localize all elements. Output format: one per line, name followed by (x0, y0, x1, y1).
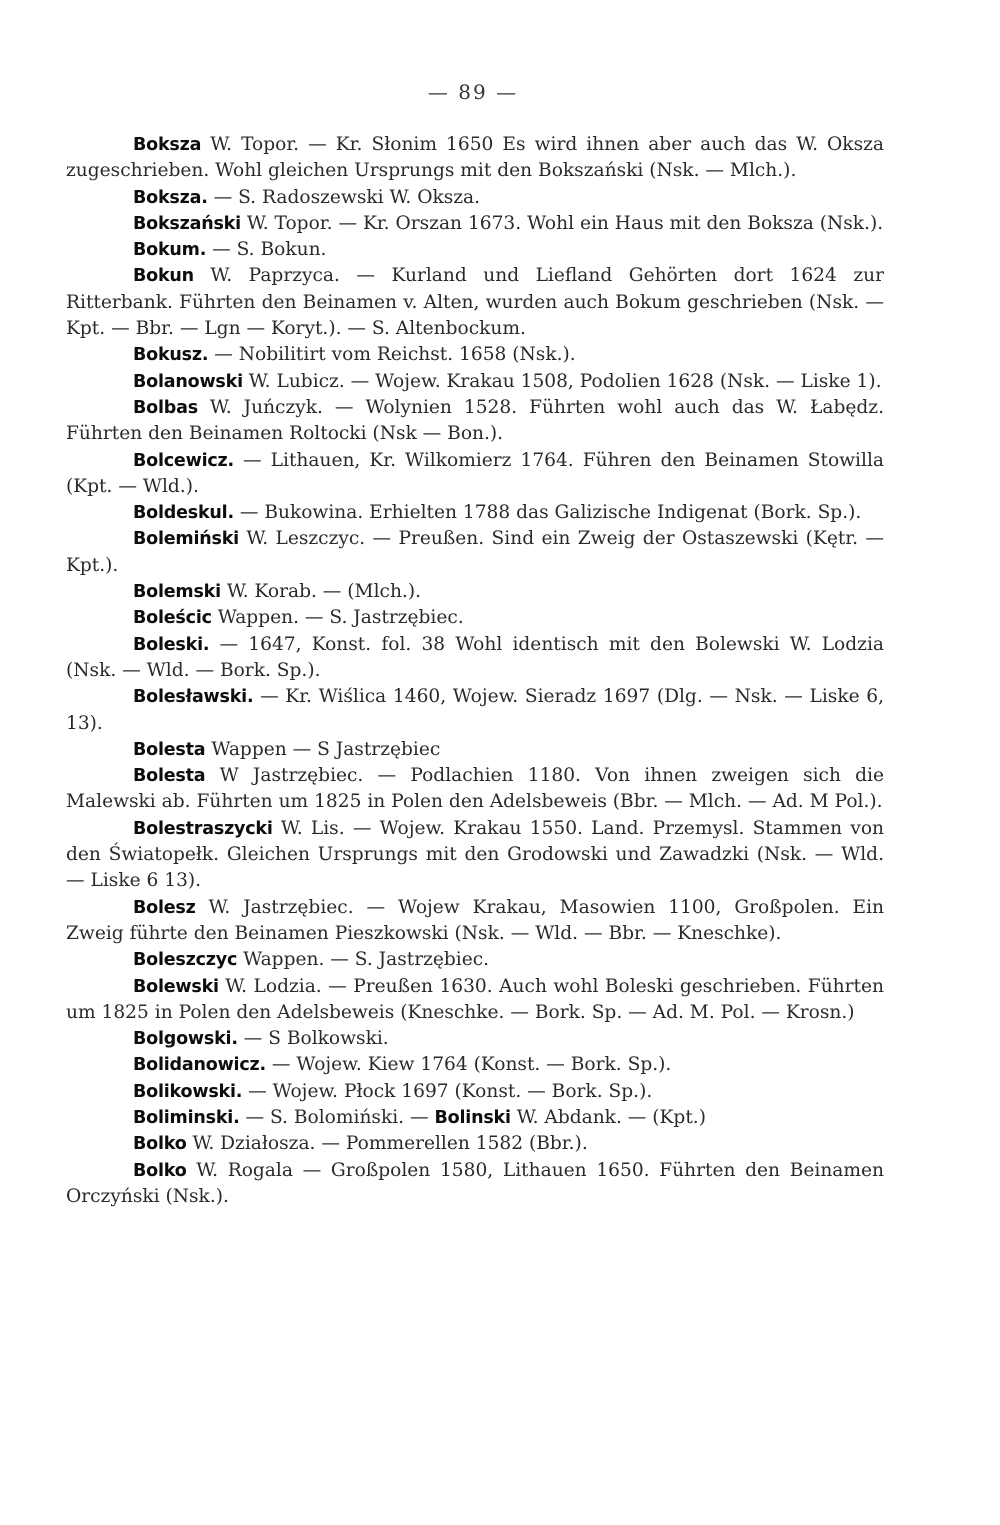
entry-headword: Bolcewicz. (133, 450, 234, 471)
entry-text: W. Lubicz. — Wojew. Krakau 1508, Podolien 1628 (Nsk. — Liske 1). (242, 370, 882, 392)
entry-headword: Bolesławski. (133, 687, 254, 708)
entry-text: — Wojew. Płock 1697 (Konst. — Bork. Sp.). (242, 1080, 653, 1102)
entry-text: Wappen. — S. Jastrzębiec. (237, 949, 490, 971)
entry-text: Wappen. — S. Jastrzębiec. (211, 607, 464, 629)
entry-headword: Bolbas (133, 397, 198, 418)
entry-headword: Bolemiński (133, 529, 239, 550)
entry-text: — Wojew. Kiew 1764 (Konst. — Bork. Sp.). (265, 1054, 672, 1076)
dictionary-entry (66, 1052, 884, 1078)
entry-headword: Bolesz (133, 897, 196, 918)
entry-headword: Boleszczyc (133, 950, 238, 971)
dictionary-entry (66, 369, 884, 395)
entry-text: W. Paprzyca. — Kurland und Liefland Gehörten dort 1624 zur Ritterbank. Führten den Beinamen v. Alten, wurden auch Bokum geschrieben (Nsk. — Kpt. — Bbr. — Lgn — Koryt.). — S. Altenbockum. (66, 265, 884, 340)
entry-text: W. Rogala — Großpolen 1580, Lithauen 1650. Führten den Beinamen Orczyński (Nsk.). (66, 1159, 884, 1207)
dictionary-entry (66, 448, 884, 501)
dictionary-entry (66, 395, 884, 448)
page-number: — 89 — (427, 80, 519, 104)
entry-text: — Bukowina. Erhielten 1788 das Galizische Indigenat (Bork. Sp.). (233, 502, 862, 524)
entry-text: — 1647, Konst. fol. 38 Wohl identisch mit den Bolewski W. Lodzia (Nsk. — Wld. — Bork. Sp.). (66, 633, 884, 681)
dictionary-entry (66, 1026, 884, 1052)
dictionary-entry (66, 763, 884, 816)
dictionary-entry (66, 132, 884, 185)
entry-text: W. Juńczyk. — Wolynien 1528. Führten wohl auch das W. Łabędz. Führten den Beinamen Roltocki (Nsk — Bon.). (66, 396, 884, 445)
dictionary-entry (66, 1131, 884, 1157)
entry-text: W. Działosza. — Pommerellen 1582 (Bbr.). (186, 1133, 588, 1155)
entry-text: W. Korab. — (Mlch.). (220, 581, 422, 603)
dictionary-entry (66, 342, 884, 368)
dictionary-entry (66, 895, 884, 948)
entry-headword: Boleski. (133, 634, 210, 655)
entry-headword: Bolemski (133, 582, 221, 603)
entry-headword: Bolanowski (133, 371, 243, 392)
entry-list (66, 132, 884, 1210)
entry-headword: Boleścic (133, 608, 212, 629)
entry-text: — Lithauen, Kr. Wilkomierz 1764. Führen den Beinamen Stowilla (Kpt. — Wld.). (66, 449, 884, 497)
entry-headword: Bolko (133, 1134, 187, 1155)
entry-text: W Jastrzębiec. — Podlachien 1180. Von ihnen zweigen sich die Malewski ab. Führten um 1825 in Polen den Adelsbeweis (Bbr. — Mlch. — Ad. M Pol.). (66, 765, 884, 813)
entry-headword: Bolesta (133, 766, 206, 787)
entry-text: — S Bolkowski. (237, 1028, 389, 1050)
entry-headword: Bolko (133, 1160, 187, 1181)
dictionary-entry (66, 579, 884, 605)
entry-headword: Bokusz. (133, 345, 209, 366)
entry-headword: Bolinski (434, 1107, 511, 1128)
entry-headword: Bolikowski. (133, 1081, 243, 1102)
dictionary-entry (66, 605, 884, 631)
entry-text: — S. Bokun. (206, 239, 327, 261)
dictionary-entry (66, 632, 884, 685)
entry-text: — Nobilitirt vom Reichst. 1658 (Nsk.). (208, 344, 576, 366)
dictionary-entry (66, 1079, 884, 1105)
entry-headword: Bolestraszycki (133, 818, 273, 839)
dictionary-entry (66, 684, 884, 737)
entry-text: W. Leszczyc. — Preußen. Sind ein Zweig der Ostaszewski (Kętr. — Kpt.). (66, 528, 884, 576)
entry-headword: Bolgowski. (133, 1029, 238, 1050)
entry-text: W. Lis. — Wojew. Krakau 1550. Land. Przemysl. Stammen von den Światopełk. Gleichen Ursprungs mit den Grodowski und Zawadzki (Nsk. — Wld. — Liske 6 13). (66, 817, 884, 892)
document-page (66, 80, 884, 1210)
dictionary-entry (66, 947, 884, 973)
dictionary-entry (66, 263, 884, 342)
entry-headword: Bokszański (133, 213, 241, 234)
entry-text: W. Jastrzębiec. — Wojew Krakau, Masowien 1100, Großpolen. Ein Zweig führte den Beinamen Pieszkowski (Nsk. — Wld. — Bbr. — Kneschke). (66, 896, 884, 944)
entry-text: Wappen — S Jastrzębiec (205, 738, 441, 760)
dictionary-entry (66, 185, 884, 211)
entry-headword: Bolidanowicz. (133, 1055, 266, 1076)
dictionary-entry (66, 974, 884, 1027)
entry-headword: Bokum. (133, 240, 207, 261)
entry-text: W. Abdank. — (Kpt.) (510, 1106, 706, 1128)
dictionary-entry (66, 1105, 884, 1131)
dictionary-entry (66, 816, 884, 895)
entry-text: W. Lodzia. — Preußen 1630. Auch wohl Boleski geschrieben. Führten um 1825 in Polen den Adelsbeweis (Kneschke. — Bork. Sp. — Ad. M. Pol. — Krosn.) (66, 975, 884, 1023)
entry-text: W. Topor. — Kr. Orszan 1673. Wohl ein Haus mit den Boksza (Nsk.). (240, 212, 884, 234)
dictionary-entry (66, 1158, 884, 1211)
entry-headword: Boksza (133, 135, 202, 155)
dictionary-entry (66, 737, 884, 763)
entry-headword: Boksza. (133, 187, 208, 208)
dictionary-entry (66, 500, 884, 526)
entry-headword: Bolewski (133, 976, 219, 997)
entry-text: — S. Radoszewski W. Oksza. (207, 186, 481, 208)
entry-text: — S. Bolomiński. — (239, 1106, 435, 1128)
entry-headword: Boldeskul. (133, 503, 234, 524)
entry-headword: Boliminski. (133, 1107, 240, 1128)
entry-text: W. Topor. — Kr. Słonim 1650 Es wird ihnen aber auch das W. Oksza zugeschrieben. Wohl gleichen Ursprungs mit den Bokszański (Nsk. — Mlch.). (66, 134, 884, 182)
entry-headword: Bokun (133, 266, 194, 287)
dictionary-entry (66, 526, 884, 579)
dictionary-entry (66, 237, 884, 263)
entry-headword: Bolesta (133, 739, 206, 760)
dictionary-entry (66, 211, 884, 237)
entry-text: — Kr. Wiślica 1460, Wojew. Sieradz 1697 (Dlg. — Nsk. — Liske 6, 13). (66, 686, 884, 734)
